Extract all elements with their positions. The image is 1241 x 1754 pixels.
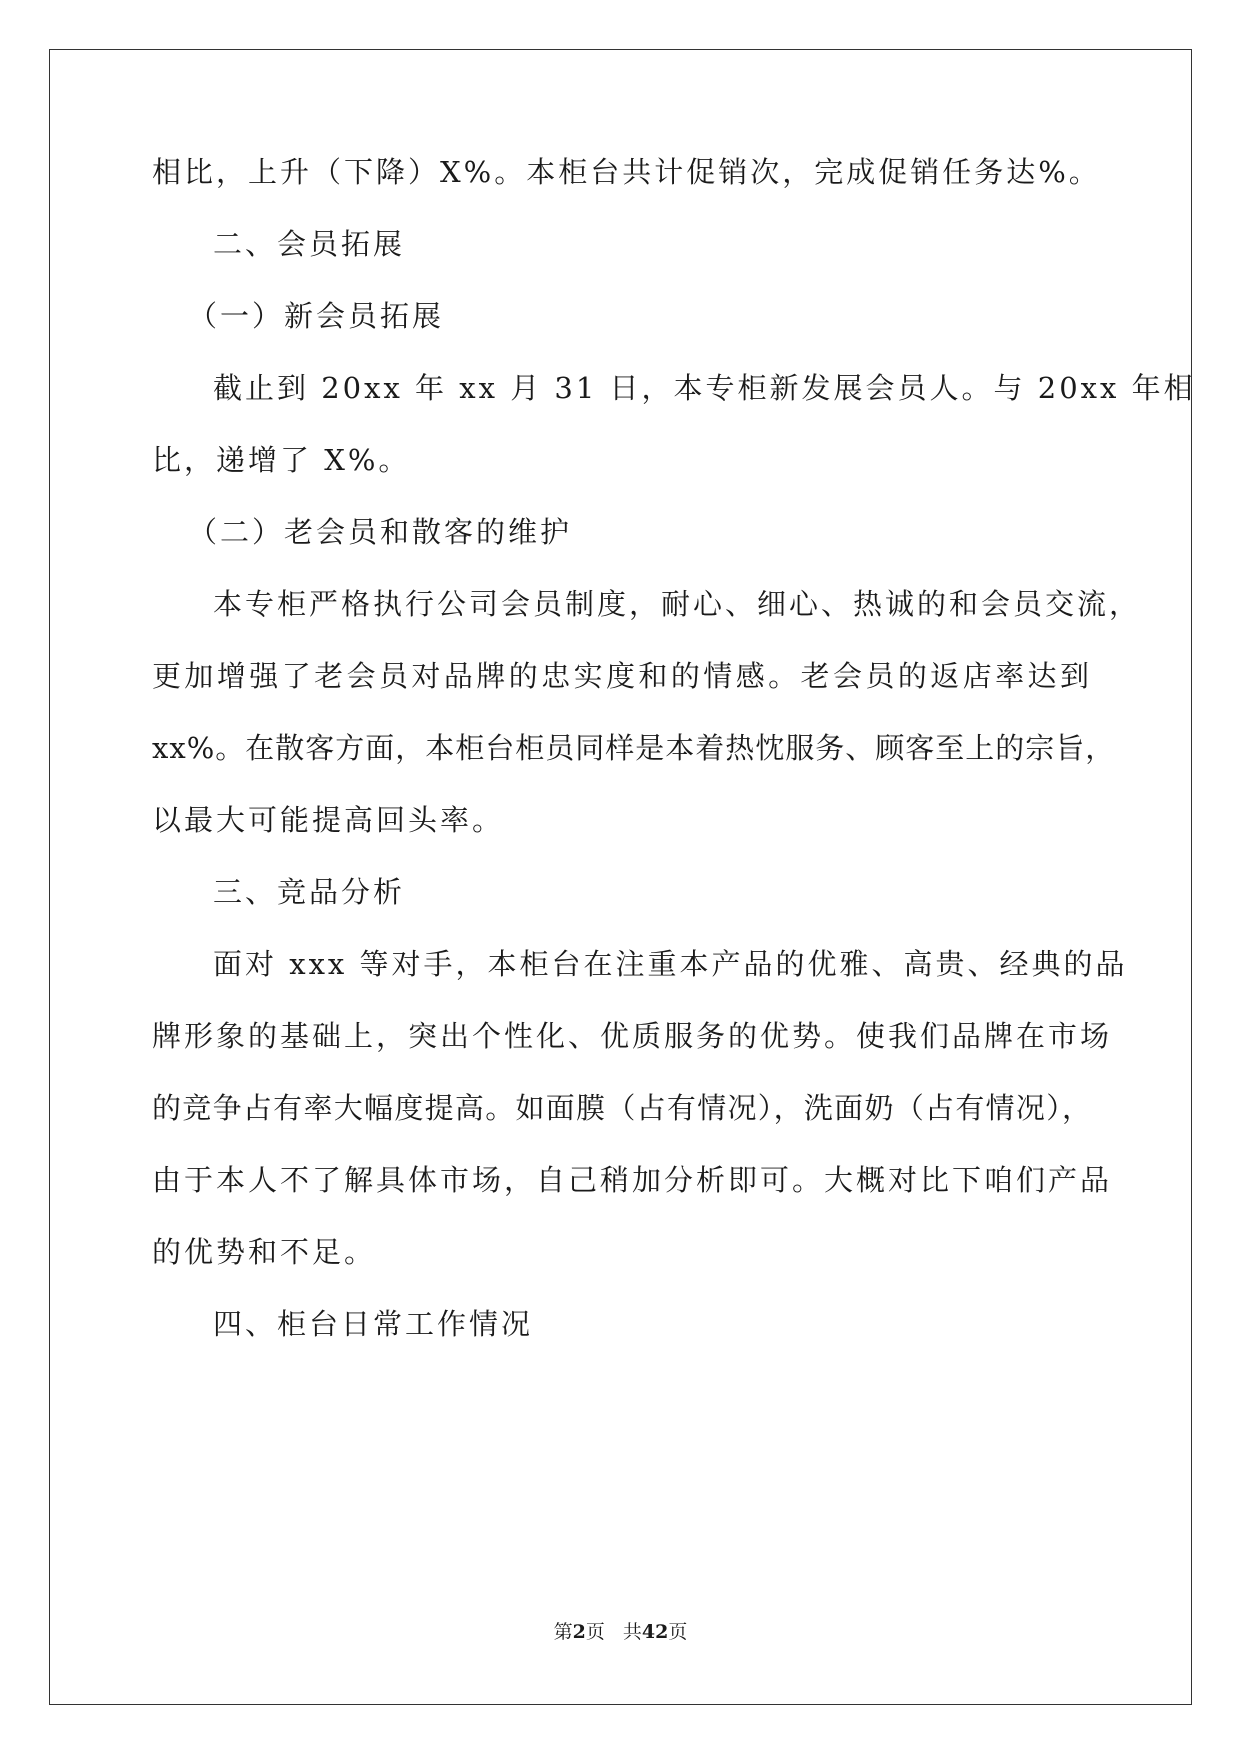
paragraph-line: 牌形象的基础上，突出个性化、优质服务的优势。使我们品牌在市场 <box>152 1019 1113 1053</box>
paragraph-line: 比，递增了 X%。 <box>152 443 411 477</box>
paragraph-line: 相比，上升（下降）X%。本柜台共计促销次，完成促销任务达%。 <box>152 155 1101 189</box>
footer-prefix: 第 <box>553 1621 573 1643</box>
total-pages: 42 <box>641 1621 669 1643</box>
subsection-heading: （一）新会员拓展 <box>188 299 445 333</box>
footer-page-suffix: 页 <box>585 1621 605 1643</box>
page-number: 2 <box>572 1621 586 1643</box>
subsection-heading: （二）老会员和散客的维护 <box>188 515 573 549</box>
paragraph-line: 更加增强了老会员对品牌的忠实度和的情感。老会员的返店率达到 <box>152 659 1092 693</box>
page-footer <box>0 1618 1241 1646</box>
section-heading: 三、竞品分析 <box>213 875 406 909</box>
paragraph-line: 本专柜严格执行公司会员制度，耐心、细心、热诚的和会员交流， <box>213 587 1142 621</box>
footer-total-prefix: 共 <box>622 1621 642 1643</box>
section-heading: 二、会员拓展 <box>213 227 406 261</box>
paragraph-line: 面对 xxx 等对手，本柜台在注重本产品的优雅、高贵、经典的品 <box>213 947 1128 981</box>
footer-total-suffix: 页 <box>668 1621 688 1643</box>
paragraph-line: 截止到 20xx 年 xx 月 31 日，本专柜新发展会员人。与 20xx 年相 <box>213 371 1196 405</box>
section-heading: 四、柜台日常工作情况 <box>213 1307 534 1341</box>
paragraph-line: 以最大可能提高回头率。 <box>152 803 505 837</box>
paragraph-line: 的优势和不足。 <box>152 1235 377 1269</box>
paragraph-line: 由于本人不了解具体市场，自己稍加分析即可。大概对比下咱们产品 <box>152 1163 1113 1197</box>
paragraph-line: 的竞争占有率大幅度提高。如面膜（占有情况），洗面奶（占有情况）， <box>152 1091 1092 1125</box>
paragraph-line: xx%。在散客方面，本柜台柜员同样是本着热忱服务、顾客至上的宗旨， <box>152 731 1116 765</box>
